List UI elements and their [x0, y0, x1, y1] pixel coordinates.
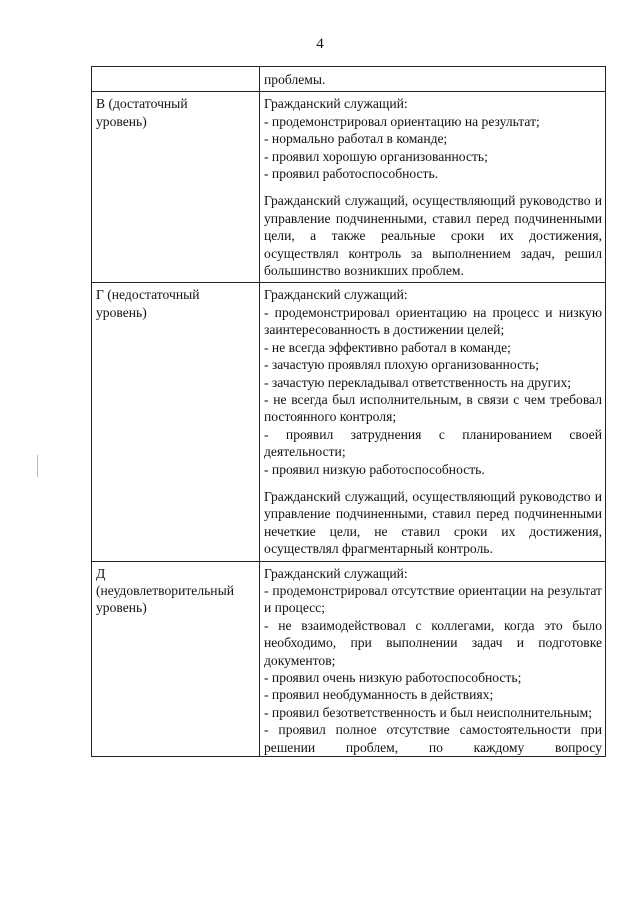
employee-item: - не всегда эффективно работал в команде;: [264, 339, 511, 355]
level-cell-g: [92, 283, 260, 561]
continuation-text: проблемы.: [260, 67, 606, 92]
grade-criteria-table: [91, 66, 606, 757]
employee-item: - проявил очень низкую работоспособность;: [264, 670, 522, 685]
employee-item: - зачастую перекладывал ответственность на других;: [264, 374, 572, 390]
employee-item: - продемонстрировал отсутствие ориентации на результат и процесс;: [264, 582, 602, 616]
table-row-level-g: [92, 283, 606, 561]
employee-item: - проявил необдуманность в действиях;: [264, 687, 494, 703]
employee-item: - продемонстрировал ориентацию на результат;: [264, 113, 540, 129]
table-row-level-d: [92, 561, 606, 756]
employee-intro: Гражданский служащий:: [264, 96, 408, 112]
level-cell-d: [92, 561, 260, 756]
margin-mark: [37, 455, 38, 477]
employee-item: - не взаимодействовал с коллегами, когда это было необходимо, при выполнении задач и подготовке документов;: [264, 617, 602, 668]
level-name: В (достаточный: [96, 96, 188, 112]
manager-paragraph: Гражданский служащий, осуществляющий руководство и управление подчиненными, ставил перед подчиненными цели, а также реальные сроки их достижения, осуществлял контроль за выполнением задач, решил большинство возникших проблем.: [264, 193, 602, 279]
employee-item: - проявил полное отсутствие самостоятельности при решении проблем, по каждому вопросу: [264, 722, 602, 755]
level-suffix: уровень): [96, 113, 147, 129]
employee-intro: Гражданский служащий:: [264, 565, 408, 581]
level-suffix: уровень): [96, 600, 147, 616]
employee-item: - зачастую проявлял плохую организованность;: [264, 357, 540, 373]
level-cell-v: [92, 92, 260, 283]
page-number: 4: [316, 36, 324, 52]
employee-item: - проявил работоспособность.: [264, 166, 439, 182]
description-cell-g: [260, 283, 606, 561]
level-qualifier: (неудовлетворительный: [96, 582, 234, 598]
level-name: Д: [96, 565, 106, 581]
level-cell-empty: [92, 67, 260, 92]
level-name: Г (недостаточный: [96, 287, 200, 303]
employee-item: - не всегда был исполнительным, в связи с чем требовал постоянного контроля;: [264, 391, 602, 425]
employee-item: - проявил безответственность и был неисполнительным;: [264, 704, 593, 720]
table-row-continuation: [92, 67, 606, 92]
table-row-level-v: [92, 92, 606, 283]
employee-item: - проявил затруднения с планированием своей деятельности;: [264, 426, 602, 460]
employee-item: - проявил низкую работоспособность.: [264, 461, 485, 477]
employee-intro: Гражданский служащий:: [264, 287, 408, 303]
level-suffix: уровень): [96, 304, 147, 320]
description-cell-d: [260, 561, 606, 756]
employee-item: - проявил хорошую организованность;: [264, 148, 488, 164]
description-cell-v: [260, 92, 606, 283]
employee-item: - продемонстрировал ориентацию на процесс и низкую заинтересованность в достижении целей;: [264, 304, 602, 338]
manager-paragraph: Гражданский служащий, осуществляющий руководство и управление подчиненными, ставил перед подчиненными нечеткие цели, не ставил сроки их достижения, осуществлял фрагментарный контроль.: [264, 488, 602, 557]
employee-item: - нормально работал в команде;: [264, 131, 448, 147]
